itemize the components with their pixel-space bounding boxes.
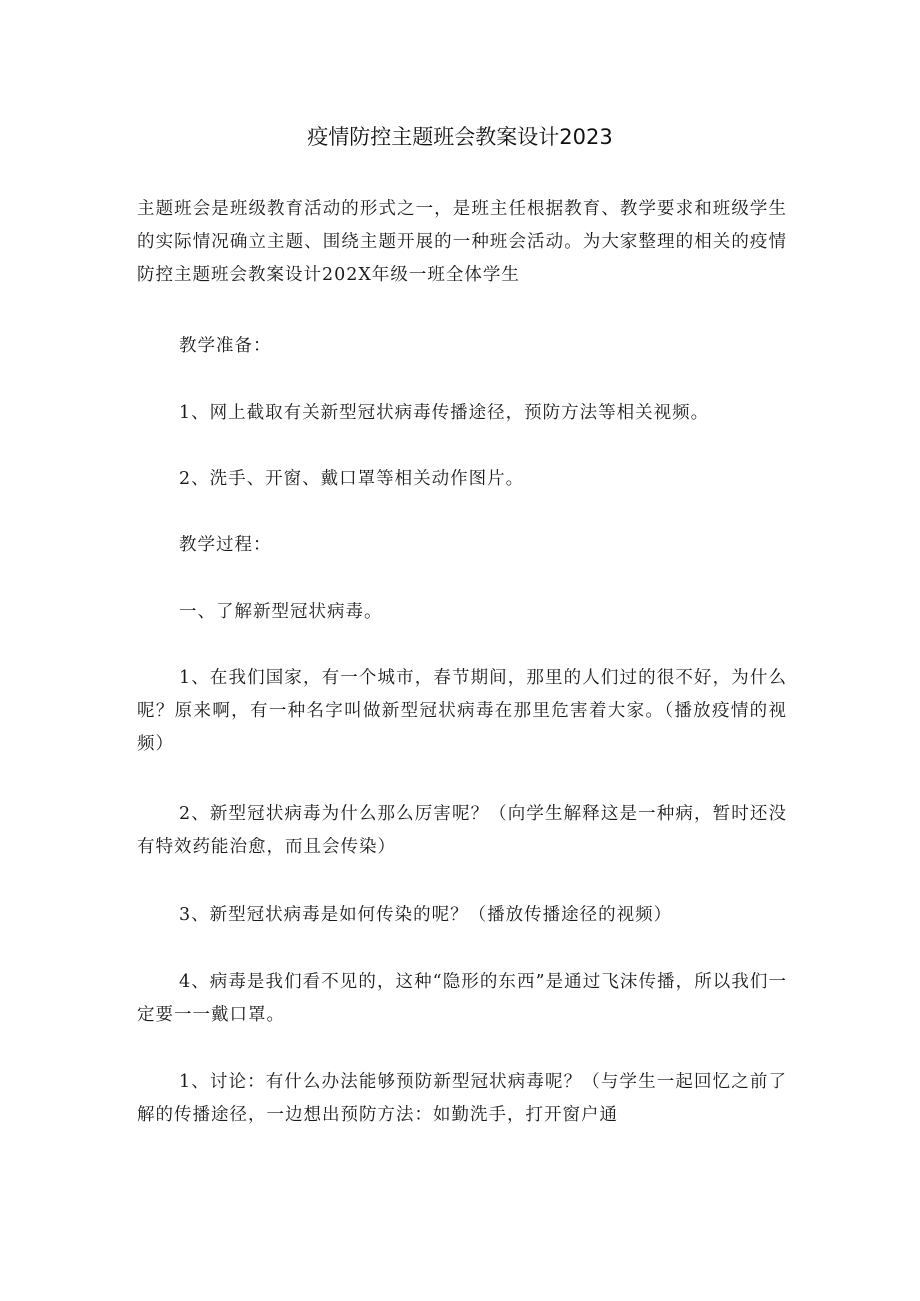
process-item-4: 4、病毒是我们看不见的，这种“隐形的东西”是通过飞沫传播，所以我们一定要一一戴口罩。 [137, 972, 787, 1025]
process-item-3: 3、新型冠状病毒是如何传染的呢？（播放传播途径的视频） [179, 905, 673, 925]
section-heading-process: 教学过程： [179, 535, 272, 555]
preparation-item-1: 1、网上截取有关新型冠状病毒传播途径，预防方法等相关视频。 [179, 403, 710, 423]
discussion-item-1: 1、讨论：有什么办法能够预防新型冠状病毒呢？（与学生一起回忆之前了解的传播途径，一边想出预防方法：如勤洗手，打开窗户通 [137, 1072, 787, 1125]
process-item-1: 1、在我们国家，有一个城市，春节期间，那里的人们过的很不好，为什么呢？原来啊，有一种名字叫做新型冠状病毒在那里危害着大家。（播放疫情的视频） [137, 668, 787, 754]
process-step-1-heading: 一、了解新型冠状病毒。 [179, 602, 383, 622]
document-title: 疫情防控主题班会教案设计2023 [307, 125, 613, 149]
preparation-item-2: 2、洗手、开窗、戴口罩等相关动作图片。 [179, 469, 525, 489]
process-item-2: 2、新型冠状病毒为什么那么厉害呢？（向学生解释这是一种病，暂时还没有特效药能治愈，而且会传染） [137, 804, 787, 857]
intro-paragraph: 主题班会是班级教育活动的形式之一，是班主任根据教育、教学要求和班级学生的实际情况确立主题、围绕主题开展的一种班会活动。为大家整理的相关的疫情防控主题班会教案设计202X年级一班全体学生 [137, 199, 787, 285]
section-heading-preparation: 教学准备： [179, 336, 272, 356]
